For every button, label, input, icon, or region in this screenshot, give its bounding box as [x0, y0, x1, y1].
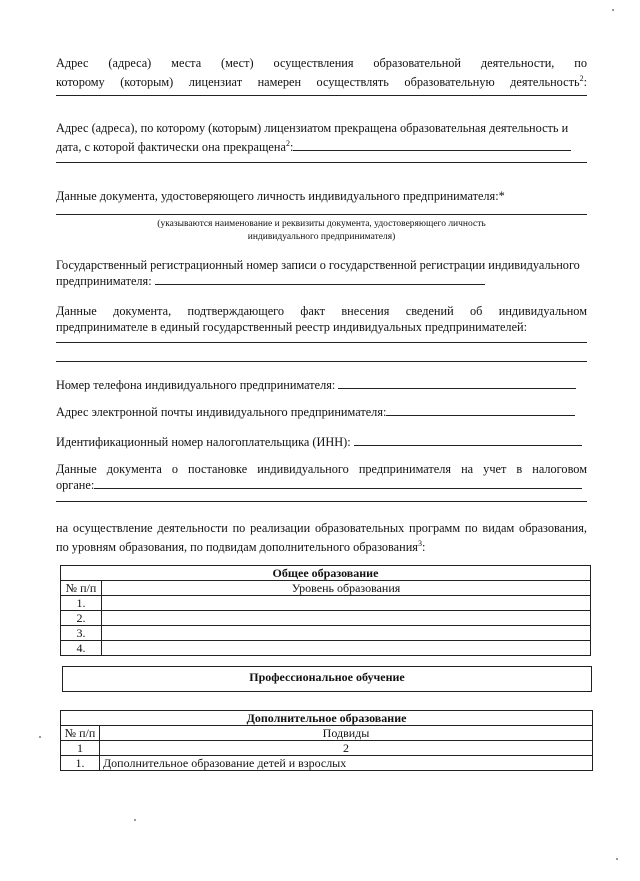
footnote-3-marker: 3: [417, 539, 422, 548]
col-number-header: № п/п: [61, 726, 100, 741]
table-row-level-cell[interactable]: [102, 626, 591, 641]
tax-doc-line1: Данные документа о постановке индивидуального предпринимателя на учет в налоговом: [56, 462, 587, 476]
reg-number-line1: Государственный регистрационный номер записи о государственной регистрации индивидуального: [56, 258, 580, 272]
identity-doc-input-line[interactable]: [56, 214, 587, 215]
email-field: [56, 404, 587, 420]
col-subtype-header: Подвиды: [100, 726, 593, 741]
identity-doc-label: Данные документа, удостоверяющего личность индивидуального предпринимателя:*: [56, 189, 505, 203]
email-label: Адрес электронной почты индивидуального предпринимателя:: [56, 405, 387, 419]
professional-training-box: Профессиональное обучение: [62, 666, 592, 692]
phone-label: Номер телефона индивидуального предпринимателя:: [56, 378, 336, 392]
address-places-text: которому (которым) лицензиат намерен осуществлять образовательную деятельность$^2$:: [56, 74, 587, 89]
email-input[interactable]: [386, 405, 575, 416]
activity-line2: по уровням образования, по подвидам дополнительного образования$^3$:: [56, 539, 426, 554]
table-row-number: 2.: [61, 611, 102, 626]
inn-label: Идентификационный номер налогоплательщика (ИНН):: [56, 435, 351, 449]
scan-speck: [134, 819, 136, 821]
col-level-header: Уровень образования: [102, 581, 591, 596]
general-education-table: [60, 565, 591, 656]
address-stopped-line1: Адрес (адреса), по которому (которым) лицензиатом прекращена образовательная деятельность и: [56, 121, 569, 135]
col-index-1: 1: [61, 741, 100, 756]
egrip-doc-input-line-1[interactable]: [56, 342, 587, 343]
general-education-title: Общее образование: [61, 566, 591, 581]
table-row-level-cell[interactable]: [102, 596, 591, 611]
table-row-level-cell[interactable]: [102, 611, 591, 626]
inn-field: [56, 434, 587, 450]
address-places-input-line[interactable]: [56, 95, 587, 96]
address-stopped-input-line[interactable]: [56, 162, 587, 163]
identity-doc-note-1: (указываются наименование и реквизиты документа, удостоверяющего личность: [157, 219, 486, 229]
col-index-2: 2: [100, 741, 593, 756]
scan-speck: [616, 858, 618, 860]
address-stopped-line2: дата, с которой фактически она прекращена$^2$:: [56, 136, 587, 155]
table-row-number: 3.: [61, 626, 102, 641]
scan-speck: [39, 736, 41, 738]
inn-input[interactable]: [354, 435, 582, 446]
table-row-number: 4.: [61, 641, 102, 656]
egrip-doc-input-line-2[interactable]: [56, 361, 587, 362]
identity-doc-note-2: индивидуального предпринимателя): [247, 232, 396, 242]
reg-number-line2: предпринимателя:: [56, 273, 587, 289]
address-places-line1: Адрес (адреса) места (мест) осуществления образовательной деятельности, по: [56, 56, 587, 70]
additional-education-table: [60, 710, 593, 771]
address-stopped-input[interactable]: [293, 140, 571, 151]
additional-education-title: Дополнительное образование: [61, 711, 593, 726]
activity-line1: на осуществление деятельности по реализации образовательных программ по видам образования,: [56, 521, 587, 535]
table-row-level-cell[interactable]: [102, 641, 591, 656]
tax-doc-input-line[interactable]: [56, 501, 587, 502]
col-number-header: № п/п: [61, 581, 102, 596]
footnote-2-marker: 2: [579, 74, 584, 83]
phone-input[interactable]: [338, 378, 576, 389]
egrip-doc-line1: Данные документа, подтверждающего факт внесения сведений об индивидуальном: [56, 304, 587, 318]
table-row-subtype: Дополнительное образование детей и взрослых: [100, 756, 593, 771]
reg-number-input[interactable]: [155, 274, 485, 285]
table-row-number: 1.: [61, 596, 102, 611]
tax-doc-input[interactable]: [94, 478, 582, 489]
phone-field: [56, 377, 587, 393]
table-row-number: 1.: [61, 756, 100, 771]
tax-doc-line2: органе:: [56, 477, 587, 493]
scan-speck: [612, 9, 614, 11]
egrip-doc-line2: предпринимателе в единый государственный реестр индивидуальных предпринимателей:: [56, 320, 528, 334]
